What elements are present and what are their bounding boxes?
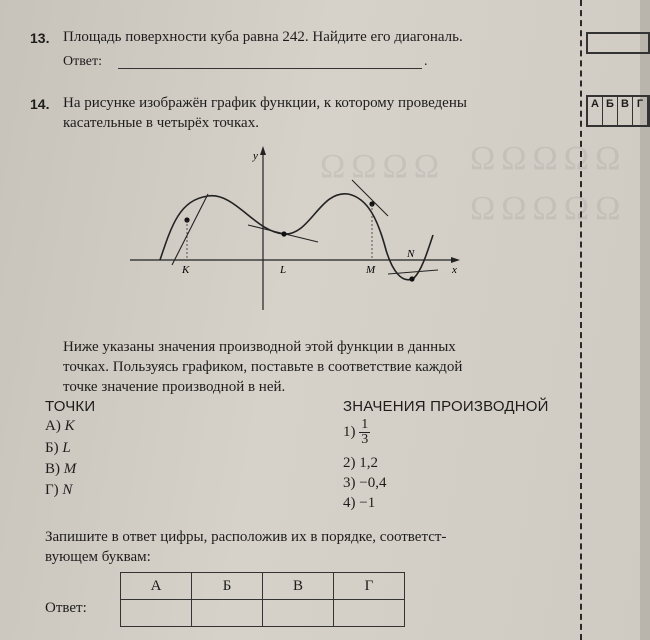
point-item-name: M	[63, 461, 77, 477]
answer-table	[120, 572, 405, 627]
point-item	[45, 482, 72, 499]
point-item-name: L	[62, 440, 71, 456]
point-item-label: А)	[45, 418, 61, 434]
side-letter: Б	[603, 97, 618, 125]
label-N: N	[407, 248, 415, 260]
answer-table-header: Г	[334, 573, 405, 600]
problem-14-text-line2: касательные в четырёх точках.	[63, 115, 259, 131]
point-item-name: N	[62, 482, 73, 498]
fraction	[359, 418, 370, 447]
bleed-through-text: ΩΩΩΩΩ	[470, 190, 627, 227]
problem-14-number: 14.	[30, 96, 50, 112]
answer-table-header: Б	[192, 573, 263, 600]
problem-14-answer-label: Ответ:	[45, 600, 87, 616]
answer-cell[interactable]	[334, 600, 405, 627]
bleed-through-text: ΩΩΩΩ	[320, 148, 446, 185]
x-axis-label: x	[452, 264, 457, 276]
answer-box-14[interactable]	[586, 95, 650, 127]
answer-table-header: В	[263, 573, 334, 600]
paragraph-line3: точке значение производной в ней.	[63, 379, 286, 395]
value-item-value: −0,4	[359, 475, 387, 491]
side-letter: А	[588, 97, 603, 125]
problem-13-text: Площадь поверхности куба равна 242. Найдите его диагональ.	[63, 29, 463, 45]
y-axis-arrow	[260, 146, 266, 155]
point-item-label: Г)	[45, 482, 59, 498]
value-item	[343, 418, 370, 447]
y-axis-label: y	[253, 150, 258, 162]
point-item-label: Б)	[45, 440, 59, 456]
value-item	[343, 495, 375, 512]
value-item-label: 4)	[343, 495, 356, 511]
value-item-value: −1	[359, 495, 376, 511]
label-M: M	[366, 264, 376, 276]
point-item-label: В)	[45, 461, 60, 477]
answer-table-header: А	[121, 573, 192, 600]
point-N	[409, 276, 414, 281]
side-letter: Г	[633, 97, 648, 125]
problem-13-answer-label: Ответ:	[63, 54, 102, 69]
problem-13-number: 13.	[30, 30, 50, 46]
answer-table-header-row	[121, 573, 405, 600]
point-item	[45, 461, 76, 478]
answer-box-13[interactable]	[586, 32, 650, 54]
fraction-denominator: 3	[361, 432, 369, 447]
x-axis-arrow	[451, 257, 460, 263]
answer-cell[interactable]	[263, 600, 334, 627]
problem-13-answer-end: .	[424, 54, 428, 69]
answer-cell[interactable]	[192, 600, 263, 627]
value-item-label: 1)	[343, 423, 356, 440]
function-graph	[120, 140, 470, 320]
label-K: K	[182, 264, 190, 276]
tangent-K	[172, 194, 208, 265]
paragraph-line1: Ниже указаны значения производной этой функции в данных	[63, 339, 456, 355]
answer-table-input-row	[121, 600, 405, 627]
answer-cell[interactable]	[121, 600, 192, 627]
point-item	[45, 418, 75, 435]
value-item-value: 1,2	[359, 455, 378, 471]
point-L	[281, 231, 286, 236]
point-item-name: K	[64, 418, 75, 434]
value-item-label: 2)	[343, 455, 356, 471]
problem-14-text-line1: На рисунке изображён график функции, к которому проведены	[63, 95, 467, 111]
value-item	[343, 455, 378, 472]
instruction-line2: вующем буквам:	[45, 549, 151, 565]
paragraph-line2: точках. Пользуясь графиком, поставьте в соответствие каждой	[63, 359, 463, 375]
side-letter: В	[618, 97, 633, 125]
value-item-label: 3)	[343, 475, 356, 491]
problem-13-answer-line[interactable]	[118, 68, 422, 69]
fraction-numerator: 1	[361, 417, 369, 432]
point-item	[45, 440, 71, 457]
bleed-through-text: ΩΩΩΩΩ	[470, 140, 627, 177]
instruction-line1: Запишите в ответ цифры, расположив их в порядке, соответст-	[45, 529, 447, 545]
value-item	[343, 475, 386, 492]
label-L: L	[280, 264, 287, 276]
points-title: ТОЧКИ	[45, 398, 96, 415]
values-title: ЗНАЧЕНИЯ ПРОИЗВОДНОЙ	[343, 398, 549, 415]
cut-line	[580, 0, 582, 640]
